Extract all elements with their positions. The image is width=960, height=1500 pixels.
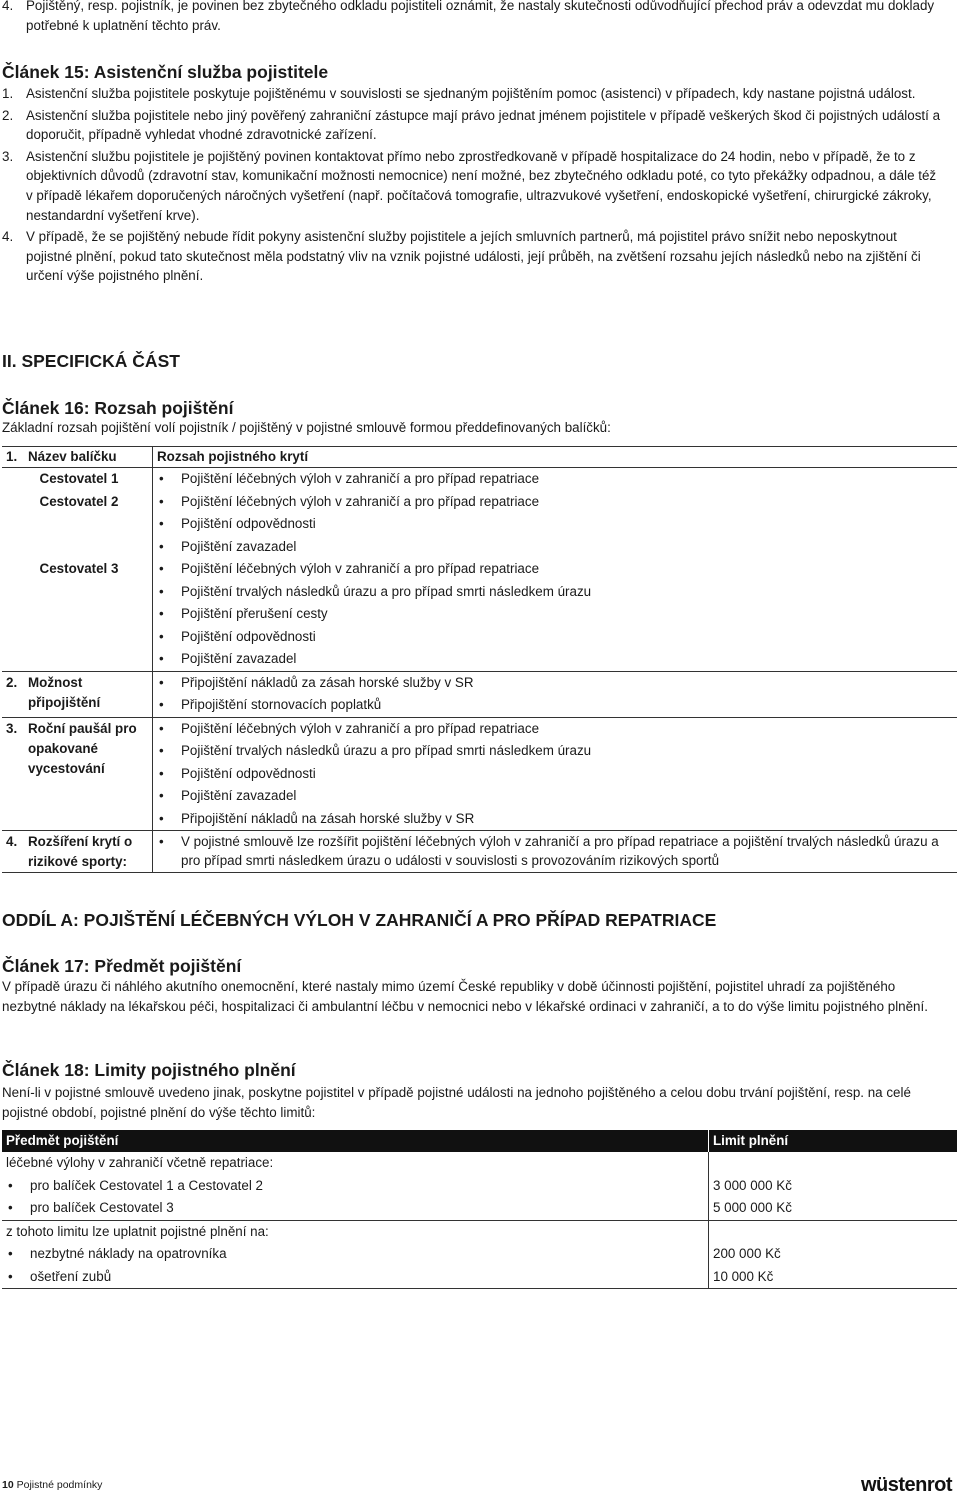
list-item: • Připojištění nákladů za zásah horské služby v SR [159, 674, 474, 690]
list-item: • Pojištění zavazadel [159, 788, 297, 803]
table-row: • ošetření zubů 10 000 Kč [2, 1266, 957, 1289]
page-number: 10 [2, 1479, 14, 1491]
list-item: • Pojištění odpovědnosti [159, 516, 316, 531]
list-item: • Pojištění léčebných výloh v zahraničí a pro případ repatriace [159, 720, 540, 736]
col-package-name-header: Název balíčku [28, 449, 117, 464]
section-ii-title: II. SPECIFICKÁ ČÁST [2, 351, 180, 371]
article-16-intro: Základní rozsah pojištění volí pojistník / pojištěný v pojistné smlouvě formou předdefinovaných balíčků: [2, 420, 611, 435]
list-item: • Pojištění léčebných výloh v zahraničí a pro případ repatriace [159, 561, 540, 576]
col-subject-header: Předmět pojištění [2, 1130, 709, 1152]
list-item: • Pojištění zavazadel [159, 651, 297, 666]
wustenrot-logo: wüstenrot [860, 1474, 952, 1496]
table-row: • pro balíček Cestovatel 1 a Cestovatel 2 3 000 000 Kč [2, 1175, 957, 1198]
list-item: • Pojištění přerušení cesty [159, 606, 328, 621]
list-item: • Připojištění nákladů na zásah horské služby v SR [159, 810, 475, 826]
package-row-cestovatel-1: Cestovatel 1 • Pojištění léčebných výloh v zahraničí a pro případ repatriace [2, 468, 957, 491]
list-item: • Pojištění léčebných výloh v zahraničí a pro případ repatriace [159, 493, 540, 509]
article-15-para-4: 4. V případě, že se pojištěný nebude řídit pokyny asistenční služby pojistitele a jejích smluvních partnerů, má pojistitel právo snížit nebo neposkytnout pojistné plnění, pokud tato skutečnost měla podstatný vliv na vznik pojistné události, její průběh, na zvětšení rozsahu jejích následků nebo na zjištění či určení výše pojistného plnění. [2, 229, 921, 284]
list-item: • V pojistné smlouvě lze rozšířit pojištění léčebných výloh v zahraničí a pro případ repatriace a pojištění trvalých následků úrazu a pro případ smrti následkem úrazu o události v souvislosti s provozováním rizikových sportů [159, 834, 939, 868]
limits-table-header [2, 1130, 957, 1152]
oddil-a-title: ODDÍL A: POJIŠTĚNÍ LÉČEBNÝCH VÝLOH V ZAHRANIČÍ A PRO PŘÍPAD REPATRIACE [2, 910, 717, 930]
list-item: • Připojištění stornovacích poplatků [159, 697, 382, 712]
package-row-rizikove-sporty: 4. Rozšíření krytí o rizikové sporty: • V pojistné smlouvě lze rozšířit pojištění léčebných výloh v zahraničí a pro případ repatriace a pojištění trvalých následků úrazu a pro případ smrti následkem úrazu o události v souvislosti s provozováním rizikových sportů [2, 831, 957, 873]
package-row-rocni-pausal: 3. Roční paušál pro opakované vycestování • Pojištění léčebných výloh v zahraničí a pro případ repatriace • Pojištění trvalých následků úrazu a pro případ smrti následkem úrazu • Pojištění odpovědnosti • Pojištění zavazadel • Připojištění nákladů na zásah horské služby v SR [2, 717, 957, 831]
article-18-body: Není-li v pojistné smlouvě uvedeno jinak, poskytne pojistitel v případě pojistné události na jednoho pojištěného a celou dobu trvání pojištění, resp. na celé pojistné období, pojistné plnění do výše těchto limitů: [2, 1085, 911, 1120]
package-row-cestovatel-3: Cestovatel 3 • Pojištění léčebných výloh v zahraničí a pro případ repatriace • Pojištění trvalých následků úrazu a pro případ smrti následkem úrazu • Pojištění přerušení cesty • Pojištění odpovědnosti • Pojištění zavazadel [2, 558, 957, 671]
article-16-title: Článek 16: Rozsah pojištění [2, 398, 234, 418]
package-table-header: 1. Název balíčku Rozsah pojistného krytí [2, 447, 957, 468]
package-row-pripojisteni: 2. Možnost připojištění • Připojištění nákladů za zásah horské služby v SR • Připojištění stornovacích poplatků [2, 671, 957, 717]
article-17-title: Článek 17: Předmět pojištění [2, 956, 242, 976]
package-row-cestovatel-2: Cestovatel 2 • Pojištění léčebných výloh v zahraničí a pro případ repatriace • Pojištění odpovědnosti • Pojištění zavazadel [2, 491, 957, 559]
list-item: • Pojištění odpovědnosti [159, 628, 316, 644]
list-item: • Pojištění léčebných výloh v zahraničí a pro případ repatriace [159, 471, 540, 486]
table-row: • nezbytné náklady na opatrovníka 200 000 Kč [2, 1243, 957, 1266]
list-item: • Pojištění trvalých následků úrazu a pro případ smrti následkem úrazu [159, 743, 592, 758]
list-item: • Pojištění zavazadel [159, 538, 297, 554]
limits-group-label: léčebné výlohy v zahraničí včetně repatriace: [2, 1152, 957, 1175]
article-15-title: Článek 15: Asistenční služba pojistitele [2, 62, 329, 82]
table-row: • pro balíček Cestovatel 3 5 000 000 Kč [2, 1197, 957, 1220]
package-table [2, 446, 957, 873]
article-15-para-1: 1. Asistenční služba pojistitele poskytuje pojištěnému v souvislosti se sjednaným pojištěním pomoc (asistenci) v případech, kdy nastane pojistná událost. [2, 86, 916, 101]
list-item: • Pojištění trvalých následků úrazu a pro případ smrti následkem úrazu [159, 583, 592, 599]
limits-table [2, 1130, 957, 1289]
top-paragraph: 4. Pojištěný, resp. pojistník, je povinen bez zbytečného odkladu pojistiteli oznámit, že nastaly skutečnosti odůvodňující přechod práv a odevzdat mu doklady potřebné k uplatnění těchto práv. [2, 0, 935, 33]
article-17-body: V případě úrazu či náhlého akutního onemocnění, které nastaly mimo území České republiky v době účinnosti pojištění, pojistitel uhradí za pojištěného nezbytné náklady na lékařskou péči, hospitalizaci či ambulantní léčbu v nemocnici nebo v lékařské ordinaci v zahraničí, a to do výše limitu pojistného plnění. [2, 979, 928, 1014]
list-item: • Pojištění odpovědnosti [159, 765, 316, 781]
col-limit-header: Limit plnění [709, 1130, 958, 1152]
limits-group-label: z tohoto limitu lze uplatnit pojistné plnění na: [2, 1220, 957, 1243]
page-footer [2, 1479, 102, 1491]
col-coverage-header: Rozsah pojistného krytí [157, 449, 309, 464]
footer-label: Pojistné podmínky [16, 1479, 103, 1491]
article-15-para-2: 2. Asistenční služba pojistitele nebo jiný pověřený zahraniční zástupce mají právo jednat jménem pojistitele v případě veškerých škod či pojistných událostí a doporučit, případně vyhledat vhodné zdravotnické zařízení. [2, 107, 941, 143]
article-15-body [2, 84, 942, 286]
article-18-title: Článek 18: Limity pojistného plnění [2, 1060, 296, 1080]
article-15-para-3: 3. Asistenční službu pojistitele je pojištěný povinen kontaktovat přímo nebo zprostředkovaně v případě hospitalizace do 24 hodin, nebo v případě, že to z objektivních důvodů (zdravotní stav, komunikační možnosti nemocnice) není možné, bez zbytečného odkladu poté, co tyto překážky odpadnou, a dále též v případě lékařem doporučených náročných vyšetření (např. počítačová tomografie, ultrazvukové vyšetření, endoskopické vyšetření, chirurgické zákroky, nestandardní vyšetření krve). [2, 148, 937, 223]
